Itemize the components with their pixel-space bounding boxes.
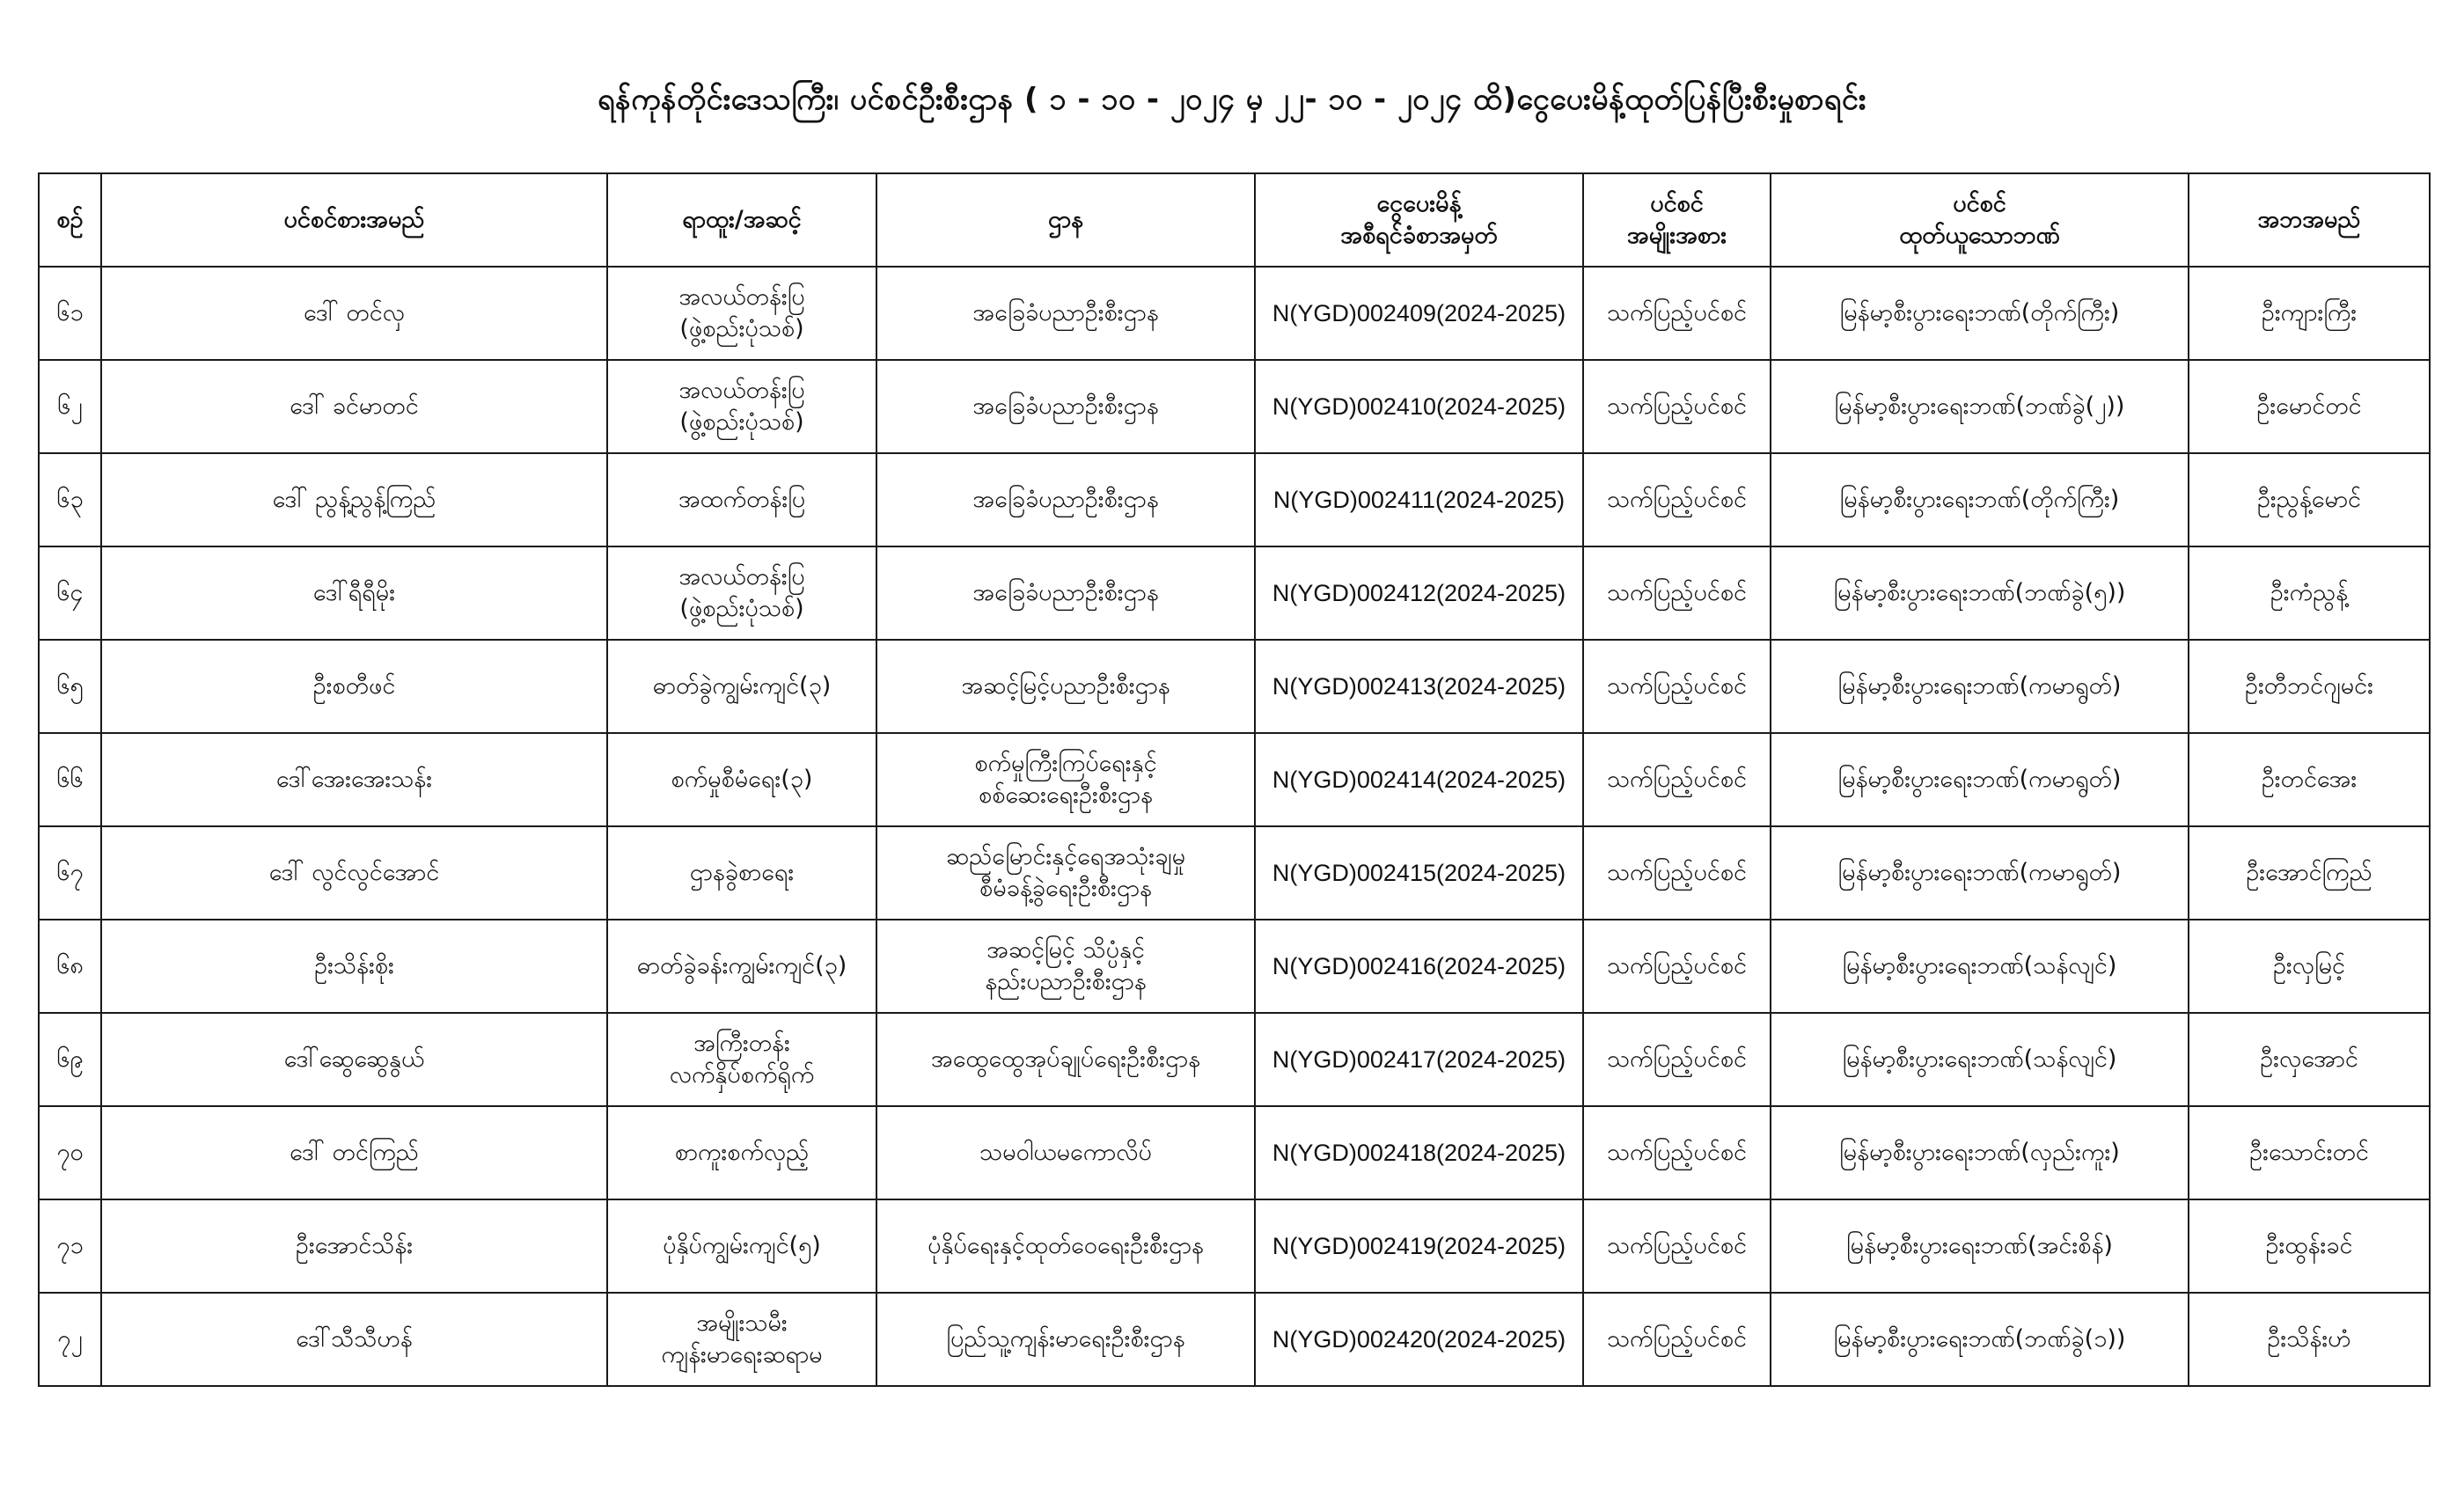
table-header-row <box>39 173 2430 267</box>
cell-text: ၇၂ <box>57 1324 83 1353</box>
column-header-pay_order <box>1255 173 1583 267</box>
cell-text: ဦးလှအောင် <box>2260 1045 2358 1073</box>
cell-bank <box>1771 453 2189 546</box>
cell-no <box>39 920 101 1013</box>
cell-name <box>101 826 607 920</box>
table-row <box>39 733 2430 826</box>
cell-text-line: ဌာနခွဲစာရေး <box>689 858 795 886</box>
cell-name <box>101 1199 607 1293</box>
cell-text-line: အလယ်တန်းပြ <box>678 376 805 404</box>
cell-pension-type <box>1583 1106 1771 1199</box>
table-row <box>39 267 2430 360</box>
cell-text: မြန်မာ့စီးပွားရေးဘဏ်(ဘဏ်ခွဲ(၅)) <box>1833 578 2126 606</box>
cell-text: သက်ပြည့်ပင်စင် <box>1606 578 1748 606</box>
cell-text: ၆၇ <box>56 858 84 886</box>
cell-rank <box>607 360 876 453</box>
cell-name <box>101 1013 607 1106</box>
cell-father <box>2189 826 2430 920</box>
cell-father <box>2189 546 2430 640</box>
cell-text-line: အထက်တန်းပြ <box>678 485 806 513</box>
cell-text-line: စစ်ဆေးရေးဦးစီးဌာန <box>979 781 1153 809</box>
cell-text: ဦးထွန်းခင် <box>2265 1231 2353 1259</box>
cell-department <box>876 546 1255 640</box>
cell-department <box>876 640 1255 733</box>
cell-department <box>876 733 1255 826</box>
cell-text: ၇၀ <box>56 1138 84 1166</box>
cell-bank <box>1771 826 2189 920</box>
cell-text: N(YGD)002409(2024-2025) <box>1272 299 1566 326</box>
cell-text: သက်ပြည့်ပင်စင် <box>1606 1231 1748 1259</box>
cell-pension-type <box>1583 267 1771 360</box>
cell-pension-type <box>1583 733 1771 826</box>
cell-pay-order <box>1255 920 1583 1013</box>
cell-text: မြန်မာ့စီးပွားရေးဘဏ်(တိုက်ကြီး) <box>1839 298 2120 326</box>
cell-text: မြန်မာ့စီးပွားရေးဘဏ်(ဘဏ်ခွဲ(၁)) <box>1833 1324 2126 1353</box>
cell-pension-type <box>1583 546 1771 640</box>
cell-rank <box>607 267 876 360</box>
cell-father <box>2189 1106 2430 1199</box>
cell-text: သက်ပြည့်ပင်စင် <box>1606 1138 1748 1166</box>
cell-name <box>101 733 607 826</box>
cell-no <box>39 360 101 453</box>
table-row <box>39 546 2430 640</box>
cell-rank <box>607 1199 876 1293</box>
cell-rank <box>607 1106 876 1199</box>
cell-text-line: ပုံနှိပ်ကျွမ်းကျင်(၅) <box>663 1231 821 1259</box>
cell-no <box>39 453 101 546</box>
cell-text-line: ဆည်မြောင်းနှင့်ရေအသုံးချမှု <box>945 842 1185 870</box>
cell-text: ဦးညွန့်မောင် <box>2256 485 2362 513</box>
cell-pension-type <box>1583 1293 1771 1386</box>
cell-bank <box>1771 920 2189 1013</box>
cell-text: N(YGD)002412(2024-2025) <box>1272 579 1566 606</box>
cell-text-line: အကြီးတန်း <box>693 1029 790 1057</box>
cell-department <box>876 360 1255 453</box>
cell-no <box>39 733 101 826</box>
cell-bank <box>1771 1013 2189 1106</box>
cell-text-line: အခြေခံပညာဦးစီးဌာန <box>972 578 1159 606</box>
cell-department <box>876 1106 1255 1199</box>
cell-text-line: ပြည်သူ့ကျန်းမာရေးဦးစီးဌာန <box>946 1324 1185 1353</box>
cell-text: N(YGD)002416(2024-2025) <box>1272 952 1566 979</box>
cell-text: ဦးလှမြင့် <box>2272 951 2346 979</box>
cell-text-line: အခြေခံပညာဦးစီးဌာန <box>972 298 1159 326</box>
table-row <box>39 1013 2430 1106</box>
cell-name <box>101 920 607 1013</box>
cell-text-line: အလယ်တန်းပြ <box>678 282 805 311</box>
cell-text-line: (ဖွဲ့စည်းပုံသစ်) <box>679 315 804 342</box>
cell-text-line: ကျန်းမာရေးဆရာမ <box>661 1341 823 1368</box>
cell-father <box>2189 1013 2430 1106</box>
cell-text: ၆၅ <box>56 671 84 700</box>
cell-text: ၆၉ <box>56 1045 84 1073</box>
cell-text: မြန်မာ့စီးပွားရေးဘဏ်(ဘဏ်ခွဲ(၂)) <box>1834 392 2125 420</box>
cell-father <box>2189 267 2430 360</box>
cell-bank <box>1771 733 2189 826</box>
cell-text-line: အမျိုးသမီး <box>696 1309 788 1337</box>
cell-bank <box>1771 1293 2189 1386</box>
cell-bank <box>1771 267 2189 360</box>
cell-no <box>39 1106 101 1199</box>
cell-text-line: သမဝါယမကောလိပ် <box>979 1138 1152 1166</box>
cell-name <box>101 546 607 640</box>
cell-pay-order <box>1255 267 1583 360</box>
cell-text-line: (ဖွဲ့စည်းပုံသစ်) <box>679 595 804 622</box>
cell-pension-type <box>1583 1199 1771 1293</box>
column-header-pension_type <box>1583 173 1771 267</box>
column-header-text: ဌာန <box>1047 205 1084 233</box>
cell-text: မြန်မာ့စီးပွားရေးဘဏ်(အင်းစိန်) <box>1846 1231 2113 1259</box>
cell-text: ဦးမောင်တင် <box>2256 392 2362 420</box>
cell-pension-type <box>1583 826 1771 920</box>
cell-text: ဦးအောင်ကြည် <box>2246 858 2372 886</box>
cell-text: ဒေါ်ရီရီမိုး <box>312 578 396 606</box>
cell-text: ဦးကျားကြီး <box>2261 298 2358 326</box>
cell-no <box>39 267 101 360</box>
cell-text-line: အဆင့်မြင့် သိပ္ပံနှင့် <box>986 935 1145 964</box>
cell-text: N(YGD)002417(2024-2025) <box>1272 1045 1566 1073</box>
cell-text: ဒေါ် ခင်မာတင် <box>290 392 419 420</box>
column-header-text: အစီရင်ခံစာအမှတ် <box>1340 222 1498 249</box>
cell-bank <box>1771 546 2189 640</box>
cell-text: မြန်မာ့စီးပွားရေးဘဏ်(တိုက်ကြီး) <box>1839 485 2120 513</box>
cell-text-line: အခြေခံပညာဦးစီးဌာန <box>972 485 1159 513</box>
column-header-text: အဘအမည် <box>2257 205 2361 233</box>
cell-rank <box>607 920 876 1013</box>
column-header-rank <box>607 173 876 267</box>
cell-pension-type <box>1583 640 1771 733</box>
column-header-text: ငွေပေးမိန့် <box>1376 189 1462 217</box>
cell-text-line: စီမံခန့်ခွဲရေးဦးစီးဌာန <box>979 875 1152 902</box>
cell-text: သက်ပြည့်ပင်စင် <box>1606 951 1748 979</box>
cell-department <box>876 453 1255 546</box>
cell-no <box>39 1199 101 1293</box>
cell-pension-type <box>1583 453 1771 546</box>
cell-text-line: အထွေထွေအုပ်ချုပ်ရေးဦးစီးဌာန <box>930 1045 1201 1073</box>
cell-department <box>876 1013 1255 1106</box>
cell-rank <box>607 826 876 920</box>
cell-department <box>876 1293 1255 1386</box>
cell-text-line: ဓာတ်ခွဲခန်းကျွမ်းကျင်(၃) <box>636 951 847 979</box>
cell-text: ဦးတီဘင်ဂျမင်း <box>2244 671 2374 700</box>
cell-pay-order <box>1255 546 1583 640</box>
cell-text: မြန်မာ့စီးပွားရေးဘဏ်(သန်လျင်) <box>1842 1045 2117 1073</box>
column-header-bank <box>1771 173 2189 267</box>
cell-text: ဒေါ်ဆွေဆွေနွယ် <box>283 1045 425 1073</box>
column-header-text: ပင်စင် <box>1953 189 2006 217</box>
cell-rank <box>607 1293 876 1386</box>
cell-rank <box>607 546 876 640</box>
cell-rank <box>607 1013 876 1106</box>
cell-text: N(YGD)002410(2024-2025) <box>1272 392 1566 420</box>
pension-list-table <box>38 172 2431 1387</box>
cell-rank <box>607 453 876 546</box>
cell-no <box>39 826 101 920</box>
cell-text: သက်ပြည့်ပင်စင် <box>1606 671 1748 700</box>
cell-text: ၆၂ <box>57 392 83 420</box>
cell-text-line: အခြေခံပညာဦးစီးဌာန <box>972 392 1159 420</box>
cell-name <box>101 453 607 546</box>
cell-pension-type <box>1583 1013 1771 1106</box>
cell-department <box>876 826 1255 920</box>
table-row <box>39 640 2430 733</box>
cell-text: N(YGD)002413(2024-2025) <box>1272 672 1566 700</box>
cell-no <box>39 546 101 640</box>
cell-pension-type <box>1583 920 1771 1013</box>
cell-text: N(YGD)002414(2024-2025) <box>1272 766 1566 793</box>
column-header-text: အမျိုးအစား <box>1626 222 1727 249</box>
cell-text: ၆၃ <box>56 485 84 513</box>
cell-pay-order <box>1255 826 1583 920</box>
cell-text: သက်ပြည့်ပင်စင် <box>1606 765 1748 793</box>
column-header-text: ရာထူး/အဆင့် <box>682 205 802 233</box>
cell-name <box>101 267 607 360</box>
cell-pay-order <box>1255 1013 1583 1106</box>
table-row <box>39 920 2430 1013</box>
cell-pay-order <box>1255 1293 1583 1386</box>
cell-text: ဦးစတီဖင် <box>312 671 396 700</box>
cell-no <box>39 1013 101 1106</box>
column-header-text: ပင်စင် <box>1650 189 1704 217</box>
table-row <box>39 453 2430 546</box>
cell-text-line: အဆင့်မြင့်ပညာဦးစီးဌာန <box>961 671 1170 700</box>
cell-father <box>2189 360 2430 453</box>
cell-text: ၆၆ <box>56 765 84 793</box>
cell-text-line: စက်မှုကြီးကြပ်ရေးနှင့် <box>974 749 1157 777</box>
cell-text-line: လက်နှိပ်စက်ရိုက် <box>669 1061 815 1089</box>
cell-text: သက်ပြည့်ပင်စင် <box>1606 1045 1748 1073</box>
cell-text-line: အလယ်တန်းပြ <box>678 562 805 590</box>
table-body <box>39 267 2430 1386</box>
column-header-text: ထုတ်ယူသောဘဏ် <box>1899 222 2060 249</box>
document-title: ရန်ကုန်တိုင်းဒေသကြီး၊ ပင်စင်ဦးစီးဌာန ( ၁ - ၁၀ - ၂၀၂၄ မှ ၂၂- ၁၀ - ၂၀၂၄ ထိ)ငွေပေးမိန့်ထုတ်ပြန်ပြီးစီးမှုစာရင်း <box>598 82 1866 117</box>
cell-text: သက်ပြည့်ပင်စင် <box>1606 485 1748 513</box>
cell-name <box>101 1293 607 1386</box>
cell-text: N(YGD)002415(2024-2025) <box>1272 859 1566 886</box>
cell-no <box>39 1293 101 1386</box>
cell-father <box>2189 453 2430 546</box>
cell-father <box>2189 733 2430 826</box>
cell-no <box>39 640 101 733</box>
cell-pay-order <box>1255 1106 1583 1199</box>
cell-text: သက်ပြည့်ပင်စင် <box>1606 392 1748 420</box>
cell-text: ဦးကံညွန့် <box>2270 578 2349 606</box>
cell-text: ဦးတင်အေး <box>2261 765 2358 793</box>
cell-bank <box>1771 360 2189 453</box>
cell-bank <box>1771 1106 2189 1199</box>
cell-text-line: နည်းပညာဦးစီးဌာန <box>985 968 1147 995</box>
cell-text: ဒေါ်သီသီဟန် <box>296 1324 413 1353</box>
cell-father <box>2189 920 2430 1013</box>
cell-rank <box>607 640 876 733</box>
cell-name <box>101 360 607 453</box>
cell-text-line: စက်မှုစီမံရေး(၃) <box>671 765 813 793</box>
cell-text: ဦးသိန်းစိုး <box>314 951 394 979</box>
cell-name <box>101 640 607 733</box>
column-header-father <box>2189 173 2430 267</box>
cell-text-line: (ဖွဲ့စည်းပုံသစ်) <box>679 408 804 436</box>
cell-text-line: ဓာတ်ခွဲကျွမ်းကျင်(၃) <box>652 671 832 700</box>
cell-text: N(YGD)002411(2024-2025) <box>1272 486 1566 513</box>
cell-bank <box>1771 1199 2189 1293</box>
cell-text: မြန်မာ့စီးပွားရေးဘဏ်(ကမာရွတ်) <box>1837 858 2122 886</box>
cell-text: ဒေါ် ညွန့်ညွန့်ကြည် <box>272 485 436 513</box>
cell-pension-type <box>1583 360 1771 453</box>
cell-department <box>876 267 1255 360</box>
cell-text: ဦးအောင်သိန်း <box>295 1231 414 1259</box>
cell-text: မြန်မာ့စီးပွားရေးဘဏ်(ကမာရွတ်) <box>1837 765 2122 793</box>
cell-pay-order <box>1255 640 1583 733</box>
cell-text: ဒေါ် တင်လှ <box>303 298 406 326</box>
cell-text-line: ပုံနှိပ်ရေးနှင့်ထုတ်ဝေရေးဦးစီးဌာန <box>928 1231 1204 1259</box>
cell-text: ဒေါ်အေးအေးသန်း <box>275 765 433 793</box>
cell-department <box>876 920 1255 1013</box>
table-row <box>39 1293 2430 1386</box>
cell-pay-order <box>1255 1199 1583 1293</box>
cell-name <box>101 1106 607 1199</box>
table-row <box>39 826 2430 920</box>
cell-text: သက်ပြည့်ပင်စင် <box>1606 1324 1748 1353</box>
cell-pay-order <box>1255 453 1583 546</box>
cell-text: သက်ပြည့်ပင်စင် <box>1606 298 1748 326</box>
cell-text: ဒေါ် လွင်လွင်အောင် <box>268 858 440 886</box>
table-row <box>39 360 2430 453</box>
column-header-department <box>876 173 1255 267</box>
table-row <box>39 1106 2430 1199</box>
cell-text-line: စာကူးစက်လှည့် <box>674 1138 810 1166</box>
cell-father <box>2189 1199 2430 1293</box>
cell-text: သက်ပြည့်ပင်စင် <box>1606 858 1748 886</box>
cell-pay-order <box>1255 360 1583 453</box>
column-header-text: စဉ် <box>56 205 84 233</box>
cell-text: ၆၈ <box>56 951 84 979</box>
column-header-name <box>101 173 607 267</box>
cell-text: ၇၁ <box>56 1231 84 1259</box>
table-row <box>39 1199 2430 1293</box>
cell-department <box>876 1199 1255 1293</box>
cell-text: ၆၁ <box>56 298 84 326</box>
cell-text: N(YGD)002418(2024-2025) <box>1272 1139 1566 1166</box>
cell-text: N(YGD)002420(2024-2025) <box>1272 1325 1566 1353</box>
cell-father <box>2189 1293 2430 1386</box>
cell-text: ဦးသောင်းတင် <box>2249 1138 2369 1166</box>
cell-text: ဒေါ် တင်ကြည် <box>290 1138 419 1166</box>
cell-text: ၆၄ <box>56 578 84 606</box>
cell-pay-order <box>1255 733 1583 826</box>
cell-father <box>2189 640 2430 733</box>
cell-text: ဦးသိန်းဟံ <box>2267 1324 2351 1353</box>
cell-text: မြန်မာ့စီးပွားရေးဘဏ်(လှည်းကူး) <box>1839 1138 2120 1166</box>
column-header-text: ပင်စင်စားအမည် <box>283 205 425 233</box>
column-header-no <box>39 173 101 267</box>
cell-text: မြန်မာ့စီးပွားရေးဘဏ်(သန်လျင်) <box>1842 951 2117 979</box>
cell-text: မြန်မာ့စီးပွားရေးဘဏ်(ကမာရွတ်) <box>1837 671 2122 700</box>
cell-rank <box>607 733 876 826</box>
cell-bank <box>1771 640 2189 733</box>
cell-text: N(YGD)002419(2024-2025) <box>1272 1232 1566 1259</box>
